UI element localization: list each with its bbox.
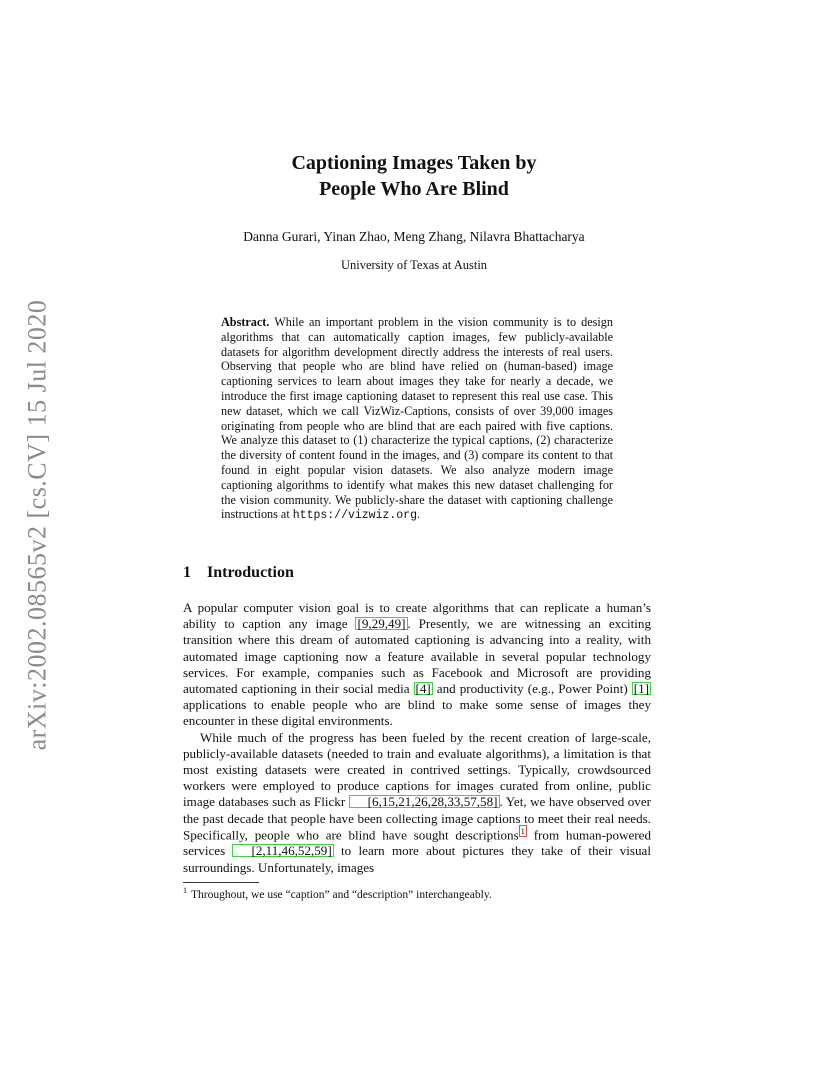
citation-link[interactable]: [1] (633, 681, 649, 697)
body-text (183, 600, 651, 876)
para2-text-2: . Yet, we have observed over the past decade that people have been collecting image captions to meet their real needs. Specifically, people who are blind have sought descriptions (183, 794, 651, 843)
section-number: 1 (183, 564, 191, 581)
para2-text-3: from human-powered services (183, 827, 652, 859)
section-heading (183, 564, 294, 582)
footnote (183, 886, 492, 901)
affiliation: University of Texas at Austin (340, 258, 488, 272)
para1-text-2: . Presently, we are witnessing an exciting transition where this dream of automated captioning is advancing into a reality, with automated image captioning now a feature available in several popular technology services. For example, companies such as Facebook and Microsoft are providing automated captioning in their social media (183, 616, 651, 697)
para1-text-4: applications to enable people who are blind to make some sense of images they encounter in these digital environments. (183, 697, 651, 729)
section-title: Introduction (207, 564, 294, 581)
para2-text-1: While much of the progress has been fueled by the recent creation of large-scale, publicly-available datasets (needed to train and evaluate algorithms), a limitation is that most existing datasets were created in contrived settings. Typically, crowdsourced workers were employed to produce captions for images curated from online, public image databases such as Flickr (183, 729, 651, 810)
citation-link[interactable]: [2,11,46,52,59] (232, 844, 333, 857)
author-list: Danna Gurari, Yinan Zhao, Meng Zhang, Nilavra Bhattacharya (243, 229, 585, 244)
para2-text-4: to learn more about pictures they take of their visual surroundings. Unfortunately, images (183, 843, 651, 875)
footnote-rule (183, 882, 259, 883)
arxiv-side-stamp (14, 290, 60, 760)
footnote-text: Throughout, we use “caption” and “description” interchangeably. (191, 888, 492, 901)
para1-text-1: A popular computer vision goal is to create algorithms that can replicate a human’s ability to caption any image (183, 600, 651, 632)
paragraph-1 (183, 600, 651, 730)
footnote-ref-link[interactable]: 1 (520, 825, 525, 836)
title-line-2: People Who Are Blind (319, 178, 509, 200)
abstract-text: While an important problem in the vision community is to design algorithms that can automatically caption images, few publicly-available datasets for algorithm development directly address the interests of real users. Observing that people who are blind have relied on (human-based) image captioning services to learn about images they take for nearly a decade, we introduce the first image captioning dataset to represent this real use case. This new dataset, which we call VizWiz-Captions, consists of over 39,000 images originating from people who are blind that are each paired with five captions. We analyze this dataset to (1) characterize the typical captions, (2) characterize the diversity of content found in the images, and (3) compare its content to that found in eight popular vision datasets. We also analyze modern image captioning algorithms to identify what makes this new dataset challenging for the vision community. We publicly-share the dataset with captioning challenge instructions at (221, 315, 613, 522)
footnote-mark: 1 (183, 886, 187, 895)
arxiv-identifier: arXiv:2002.08565v2 [cs.CV] 15 Jul 2020 (22, 299, 52, 751)
abstract-url-link[interactable]: https://vizwiz.org (292, 509, 417, 523)
abstract-end: . (417, 507, 421, 522)
abstract-label: Abstract. (221, 315, 270, 329)
paragraph-2 (183, 730, 651, 876)
citation-link[interactable]: [9,29,49] (357, 616, 406, 632)
title-line-1: Captioning Images Taken by (291, 152, 537, 174)
citation-link[interactable]: [4] (415, 681, 431, 697)
paper-title (0, 150, 828, 202)
citation-link[interactable]: [6,15,21,26,28,33,57,58] (349, 795, 500, 808)
abstract (221, 315, 613, 524)
para1-text-3: and productivity (e.g., Power Point) (432, 681, 632, 697)
